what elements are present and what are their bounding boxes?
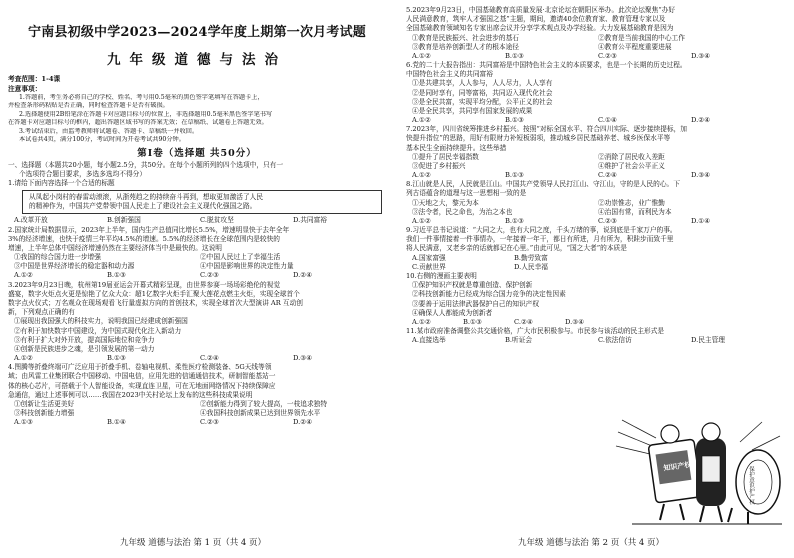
q1-option-c[interactable]: C.脱贫攻坚: [200, 216, 234, 225]
q6-option-a[interactable]: A.①②: [412, 116, 431, 125]
q7-items: [406, 153, 784, 162]
q7-options: [406, 171, 784, 180]
q6-option-c[interactable]: C.①④: [598, 116, 617, 125]
q9-options: [406, 254, 616, 263]
q4-options: [8, 418, 386, 427]
q5-option-b[interactable]: B.①③: [505, 51, 525, 60]
q11-option-b[interactable]: B.听证会: [505, 336, 533, 345]
q8-items: [406, 199, 784, 208]
q7-line: 快提升指位”的思路，用好有限财力补短板弱项，推动城乡居民基础养老、城乡医保水平等: [406, 134, 671, 143]
q6-option-b[interactable]: B.①③: [505, 116, 525, 125]
exam-subtitle: 九年级道德与法治: [107, 51, 287, 68]
q9-line: 9.习近平总书记说道：“大同之大，也有大同之度，千头万绪的事，说到底是千家万户的事。: [406, 226, 677, 235]
q2-items: [8, 262, 386, 271]
q10-item: ③要善于运用法律武器保护自己的知识产权: [412, 299, 540, 308]
q10-options: [406, 318, 616, 327]
q10-option-d[interactable]: D.③④: [565, 317, 585, 326]
q10-option-a[interactable]: A.①②: [412, 317, 431, 326]
q9-line: 我们一件事情接着一件事情办，一年接着一年干，都日有所进，月有所为，积跬步而致千里: [406, 235, 674, 244]
q4-option-d[interactable]: D.②④: [293, 418, 313, 427]
note-line: 并检查条形码粘贴是否正确，同时检查答题卡是否有破损。: [8, 102, 169, 110]
q7-item: ④维护了社会公平正义: [598, 161, 665, 170]
q2-item: ③中国是世界经济增长的稳定器和动力源: [14, 262, 135, 271]
q5-item: ③教育是培养创新型人才的根本途径: [412, 42, 519, 51]
q1-options: [8, 216, 386, 225]
q4-option-c[interactable]: C.②③: [200, 418, 219, 427]
q1-option-b[interactable]: B.创新强国: [107, 216, 141, 225]
cartoon-middle-figure: [696, 423, 726, 522]
q4-item: ③科技创新能力增强: [14, 409, 75, 418]
q9-option-d[interactable]: D.人民幸福: [514, 262, 548, 271]
q7-item: ①提升了居民幸福指数: [412, 152, 479, 161]
q5-item: ①教育是民族振兴、社会进步的基石: [412, 33, 519, 42]
q4-option-b[interactable]: B.①④: [107, 418, 127, 427]
q10-item: ④确保人人都能成为创新者: [412, 308, 493, 317]
q7-item: ③促进了乡村振兴: [412, 161, 466, 170]
q6-line: 中国特色社会主义的共同富裕: [406, 70, 493, 79]
q3-options: [8, 354, 386, 363]
q11-option-c[interactable]: C.依法信访: [598, 336, 632, 345]
q5-option-d[interactable]: D.③④: [691, 51, 711, 60]
q6-line: 6.党的二十大报告指出：共同富裕是中国特色社会主义的本质要求，也是一个长期的历史过程。: [406, 61, 687, 70]
q4-line: 4.图腾等折叠终端可广泛应用于折叠手机、卷轴电视机、柔性医疗检测装备、5G天线等领: [8, 363, 272, 372]
q2-option-b[interactable]: B.①③: [107, 271, 127, 280]
q3-line: 新，下列观点正确的有: [8, 308, 75, 317]
q3-option-d[interactable]: D.③④: [293, 354, 313, 363]
q7-line: 基本民生全面持续提升。这些举措: [406, 143, 507, 152]
q9-line: 将人民满意，又老乡亲的话就都记在心里。”由此可见，“国之大者”的本质是: [406, 244, 627, 253]
q3-item: ②有利于加快数字中国建设，为中国式现代化注入新动力: [14, 326, 182, 335]
q7-line: 7.2023年，四川省统筹推进乡村振兴。按照“对标全国水平、符合四川实际、逐步接续提标，加: [406, 125, 687, 134]
q9-option-b[interactable]: B.勤劳致富: [514, 253, 548, 262]
q5-item: ④教育公平程度重要进展: [598, 42, 672, 51]
cartoon-shield-label: 保护意识护产权: [748, 466, 754, 505]
q8-option-a[interactable]: A.①②: [412, 216, 431, 225]
q4-line: 急通信，通过上述事例可以……我国在2023中关村论坛上发布的这些科技成果说明: [8, 390, 253, 399]
q3-option-b[interactable]: B.①③: [107, 354, 127, 363]
q3-line: 数字点火仪式；万名观众在现场观看飞行量虚拟方向的首创技术，实现全球首次大型演讲 AR 互动创: [8, 298, 303, 307]
q3-option-a[interactable]: A.①②: [14, 354, 33, 363]
q2-line: 增速，上半年总体中国经济增速仍然在主要经济体当中是最快的。这说明: [8, 243, 222, 252]
q6-options: [406, 116, 784, 125]
page-footer-right: 九年级 道德与法治 第 2 页（共 4 页）: [518, 538, 665, 548]
note-line: 3.考试结束后，由监考教师将试题卷、答题卡、草稿纸一并收回。: [19, 127, 199, 135]
q6-item: ②是同时享有，同等富裕，共同迈入现代化社会: [412, 88, 553, 97]
q5-line: 全国基础教育领域知名专家出席会议并分享学术观点及办学经验。大力发展基础教育是因为: [406, 24, 674, 33]
q4-option-a[interactable]: A.①③: [14, 418, 33, 427]
q1-option-a[interactable]: A.改革开放: [14, 216, 48, 225]
q5-item: ②教育是当前我国的中心工作: [598, 33, 685, 42]
q4-item: ①创新让生活更美好: [14, 399, 75, 408]
right-column: [406, 6, 784, 345]
q6-item: ①是共建共享，人人参与，人人尽力，人人享有: [412, 79, 553, 88]
q5-line: 人民满意教育，筑牢人才强国之基”主题，期间，邀请40余位教育家、教育管理专家以及: [406, 15, 666, 24]
q3-option-c[interactable]: C.②④: [200, 354, 219, 363]
q9-option-c[interactable]: C.贡献世界: [412, 262, 446, 271]
q3-line: 盛宴，数字火炬点火更是惊艳了亿众大众：超1亿数字火炬手汇聚大莲花点燃主火炬，实现全球首个: [8, 289, 300, 298]
section-title: 第Ⅰ卷（选择题 共50分）: [137, 147, 257, 159]
q8-item: ③法令者，民之命也，为治之本也: [412, 207, 513, 216]
q8-item: ②功崇惟志，业广惟勤: [598, 198, 665, 207]
q5-option-c[interactable]: C.②③: [598, 51, 617, 60]
section-intro: 一、选择题（本题共20小题，每小题2.5分，共50分。在每个小题所列的四个选项中，只有一: [8, 160, 284, 169]
exam-scope: 考查范围：1-4课: [8, 75, 61, 84]
q8-option-c[interactable]: C.②③: [598, 216, 617, 225]
q11-stem: 11.某市政府准备调整公共交通价格，广大市民积极参与。市民参与该活动的民主形式是: [406, 327, 665, 336]
note-line: 在答题卡对应题目标号的框内，超出答题区域书写的答案无效；在草稿纸、试题卷上答题无效。: [8, 119, 268, 127]
q3-item: ①展现出我国强大的科技实力，说明我国已经建成创新强国: [14, 317, 188, 326]
q5-option-a[interactable]: A.①②: [412, 51, 431, 60]
q2-option-a[interactable]: A.①②: [14, 271, 33, 280]
q10-option-c[interactable]: C.②④: [514, 317, 533, 326]
q7-option-b[interactable]: B.①③: [505, 171, 525, 180]
q1-material-line: 从凤起小岗村的春雷动滚滚，从浙苑趋之的持续奋斗再到，想取更加激活了人民: [29, 193, 264, 202]
q4-line: 体的核心芯片，可搭载于个人智能设备，实现直连卫星，可在无地面网络情况下持续保障应: [8, 381, 276, 390]
cartoon-sign-text: 知识产权: [662, 460, 692, 473]
q11-option-d[interactable]: D.民主管理: [691, 336, 725, 345]
q8-options: [406, 217, 784, 226]
q3-item: ④创新是民族进步之魂，是引领发展的第一动力: [14, 344, 155, 353]
q7-option-c[interactable]: C.②④: [598, 171, 617, 180]
note-line: 本试卷共4页，满分100分，考试时间为开卷考试共90分钟。: [19, 136, 185, 144]
q10-cartoon: [612, 412, 788, 528]
section-intro: 个选项符合题目要求，多选多选均不得分）: [19, 169, 147, 178]
q4-items: [8, 409, 386, 418]
q10-option-b[interactable]: B.①③: [463, 317, 483, 326]
q7-item: ②消除了居民收入差距: [598, 152, 665, 161]
q2-option-d[interactable]: D.②④: [293, 271, 313, 280]
q9-option-a[interactable]: A.国家富强: [412, 253, 446, 262]
q8-option-d[interactable]: D.①④: [691, 216, 711, 225]
q4-item: ②创新能力得到了较大提高，一枝追求独特: [200, 399, 328, 408]
q6-item: ④是全民共享，共同享有国家发展的成果: [412, 106, 533, 115]
note-line: 2.选择题使用2B铅笔涂在答题卡对应题目标号的位置上，非选择题用0.5毫米黑色签字笔书写: [19, 110, 273, 118]
q1-material-box: [22, 190, 382, 214]
q5-line: 5.2023年9月23日，中国基础教育高质量发展·北京论坛在朝阳区举办。此次论坛聚焦“办好: [406, 6, 676, 14]
q6-option-d[interactable]: D.②④: [691, 116, 711, 125]
q2-option-c[interactable]: C.②③: [200, 271, 219, 280]
q7-items: [406, 162, 784, 171]
q3-item: ③有利于扩大对外开放，提高国际地位和竞争力: [14, 335, 155, 344]
cartoon-shield-figure: [728, 450, 780, 524]
q2-item: ④中国是影响世界的决定性力量: [200, 262, 294, 271]
q11-options: [406, 336, 784, 345]
q8-option-b[interactable]: B.①③: [505, 216, 525, 225]
q4-item: ④我国科技创新成果已达到世界领先水平: [200, 409, 321, 418]
q7-option-d[interactable]: D.③④: [691, 171, 711, 180]
q2-line: 3%的经济增速，也快于疫情三年平均4.5%的增速。5.5%的经济增长在全球范围内是较快的: [8, 234, 280, 243]
left-column: [8, 6, 386, 427]
exam-title: 宁南县初级中学2023—2024学年度上期第一次月考试题: [28, 25, 366, 40]
q5-items: [406, 43, 784, 52]
q2-item: ①我国的综合国力进一步增强: [14, 253, 101, 262]
q5-items: [406, 34, 784, 43]
q10-item: ②科技创新能力已经成为综合国力竞争的决定性因素: [412, 290, 566, 299]
q3-line: 3.2023年9月23日晚，杭州第19届亚运会开幕式精彩呈现，由世界参赛一场场彩绝伦的视觉: [8, 280, 281, 289]
q11-option-a[interactable]: A.直接选举: [412, 336, 446, 345]
q2-line: 2.国家统计局数据显示，2023年上半年，国内生产总值同比增长5.5%，增速明显快于去年全年: [8, 225, 290, 234]
q2-items: [8, 253, 386, 262]
q8-item: ④治国有常，而利民为本: [598, 207, 672, 216]
q8-line: 列古语蕴含的道理与这一思想相一致的是: [406, 189, 527, 198]
notes-title: 注意事项：: [8, 84, 42, 93]
q8-items: [406, 208, 784, 217]
q4-line: 域；由风雷工业集团联合中国移动、中国电信，应用先进的信通通信技术，研制智能基站一: [8, 372, 276, 381]
q10-stem: 10.右侧的漫画主要表明: [406, 271, 477, 280]
q8-item: ①天地之大，黎元为本: [412, 198, 479, 207]
q6-item: ③是全民共富，实现平均分配，公平正义的社会: [412, 97, 553, 106]
page-footer-left: 九年级 道德与法治 第 1 页（共 4 页）: [120, 538, 267, 548]
q1-stem: 1.请给下面内容选择一个合适的标题: [8, 178, 115, 187]
cartoon-illustration: [612, 412, 788, 528]
q9-options: [406, 263, 616, 272]
q10-item: ①保护知识产权就是尊重创造、保护创新: [412, 281, 533, 290]
note-line: 1.答题前，考生务必将自己的学校、姓名、考号用0.5毫米的黑色签字笔填写在答题卡上，: [19, 93, 264, 101]
cartoon-sign-figure: [648, 425, 702, 520]
q8-line: 8.江山就是人民，人民就是江山。中国共产党领导人民打江山、守江山，守的是人民的心。下: [406, 180, 680, 189]
q2-item: ②中国人民过上了幸福生活: [200, 253, 281, 262]
q1-material-line: 的精神作为，中国共产党带领中国人民走上了建设社会主义现代化强国之路。: [29, 202, 257, 211]
q2-options: [8, 271, 386, 280]
q4-items: [8, 400, 386, 409]
q1-option-d[interactable]: D.共同富裕: [293, 216, 327, 225]
q5-options: [406, 52, 784, 61]
q7-option-a[interactable]: A.①②: [412, 171, 431, 180]
